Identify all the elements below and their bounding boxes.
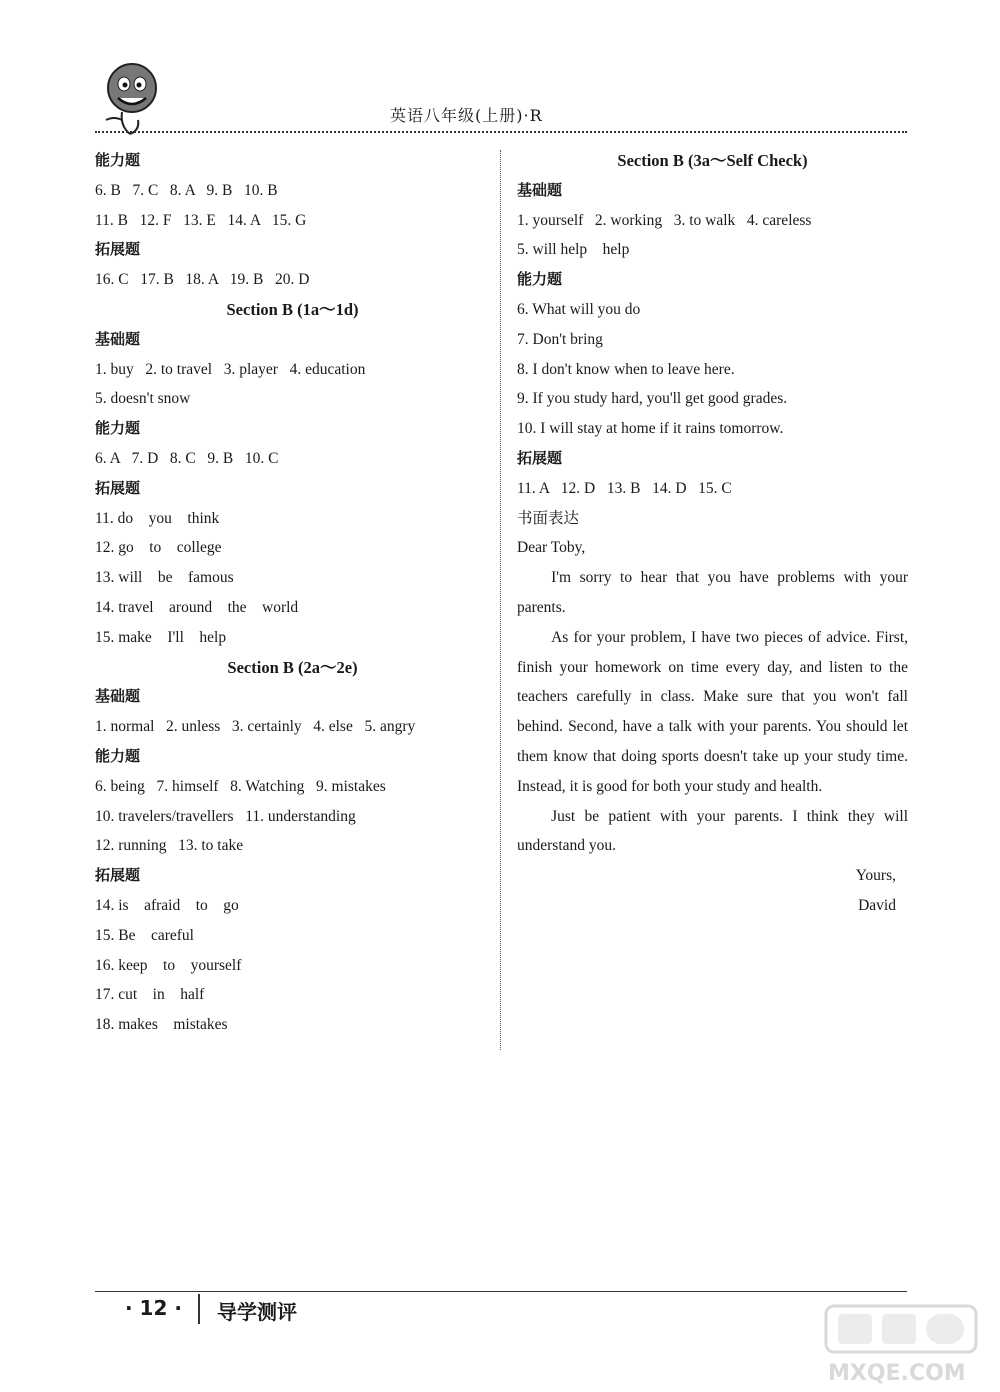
letter-closing: Yours,	[855, 867, 896, 885]
answer-line: 18. makes mistakes	[95, 1016, 228, 1034]
section-title: Section B (3a～Self Check)	[617, 151, 808, 170]
answer-line: 14. travel around the world	[95, 598, 299, 616]
watermark-logo	[818, 1300, 998, 1390]
answer-line: 10. travelers/travellers 11. understanding	[95, 807, 356, 825]
answer-line: 6. What will you do	[517, 300, 641, 318]
column-divider	[500, 150, 501, 1050]
heading-nengli: 能力题	[95, 419, 141, 438]
answer-line: 6. B 7. C 8. A 9. B 10. B	[95, 181, 278, 199]
answer-line: 7. Don't bring	[517, 330, 603, 348]
answer-line: 10. I will stay at home if it rains tomorrow.	[517, 420, 784, 438]
answer-line: 9. If you study hard, you'll get good grades.	[517, 390, 788, 408]
answer-line: 16. C 17. B 18. A 19. B 20. D	[95, 271, 310, 289]
essay-paragraph: I'm sorry to hear that you have problems with your parents.	[517, 569, 908, 616]
section-title: Section B (1a～1d)	[226, 299, 359, 319]
answer-line: 16. keep to yourself	[95, 956, 242, 974]
mascot-logo	[100, 60, 164, 140]
heading-tuozhan: 拓展题	[517, 448, 563, 467]
section-title: Section B (2a～2e)	[227, 657, 358, 677]
writing-label: 书面表达	[517, 509, 580, 527]
right-column	[517, 146, 908, 921]
answer-line: 17. cut in half	[95, 986, 205, 1004]
heading-tuozhan: 拓展题	[95, 478, 141, 497]
answer-line: 11. A 12. D 13. B 14. D 15. C	[517, 479, 732, 497]
answer-line: 15. Be careful	[95, 926, 194, 944]
letter-salutation: Dear Toby,	[517, 539, 586, 557]
heading-jichu: 基础题	[517, 180, 563, 199]
heading-nengli: 能力题	[517, 270, 563, 289]
heading-jichu: 基础题	[95, 329, 141, 348]
letter-signature: David	[858, 896, 896, 914]
heading-jichu: 基础题	[95, 687, 141, 706]
answer-line: 12. go to college	[95, 539, 222, 557]
footer-separator	[198, 1294, 200, 1324]
answer-line: 11. do you think	[95, 509, 220, 527]
answer-line: 15. make I'll help	[95, 628, 227, 646]
footer-brand: 导学测评	[217, 1300, 297, 1324]
essay-paragraph: As for your problem, I have two pieces of advice. First, finish your homework on time every day, and listen to the teachers carefully in class. Make sure that you won't fall behind. Second, have a talk with your parents. You should let them know that doing sports doesn't take up your study time. Instead, it is good for both your study and health.	[517, 628, 908, 795]
answer-line: 14. is afraid to go	[95, 896, 239, 914]
answer-line: 13. will be famous	[95, 569, 234, 587]
heading-tuozhan: 拓展题	[95, 866, 141, 885]
page-number: · 12 ·	[125, 1296, 182, 1320]
heading-tuozhan: 拓展题	[95, 240, 141, 259]
answer-line: 1. normal 2. unless 3. certainly 4. else 5. angry	[95, 718, 416, 736]
footer-divider	[95, 1291, 907, 1292]
header-title: 英语八年级(上册)·R	[390, 106, 543, 125]
answer-line: 11. B 12. F 13. E 14. A 15. G	[95, 211, 307, 229]
watermark-text: MXQE.COM	[828, 1361, 966, 1386]
answer-line: 8. I don't know when to leave here.	[517, 360, 735, 378]
heading-nengli: 能力题	[95, 151, 141, 169]
answer-line: 1. yourself 2. working 3. to walk 4. careless	[517, 211, 812, 229]
answer-line: 6. being 7. himself 8. Watching 9. mistakes	[95, 777, 386, 795]
answer-line: 12. running 13. to take	[95, 837, 244, 855]
essay-paragraph: Just be patient with your parents. I think they will understand you.	[517, 807, 908, 855]
heading-nengli: 能力题	[95, 746, 141, 765]
answer-line: 5. doesn't snow	[95, 390, 191, 408]
header-divider	[95, 131, 907, 133]
left-column	[95, 146, 490, 1040]
answer-line: 1. buy 2. to travel 3. player 4. education	[95, 360, 366, 378]
answer-line: 5. will help help	[517, 241, 630, 259]
answer-line: 6. A 7. D 8. C 9. B 10. C	[95, 449, 279, 467]
